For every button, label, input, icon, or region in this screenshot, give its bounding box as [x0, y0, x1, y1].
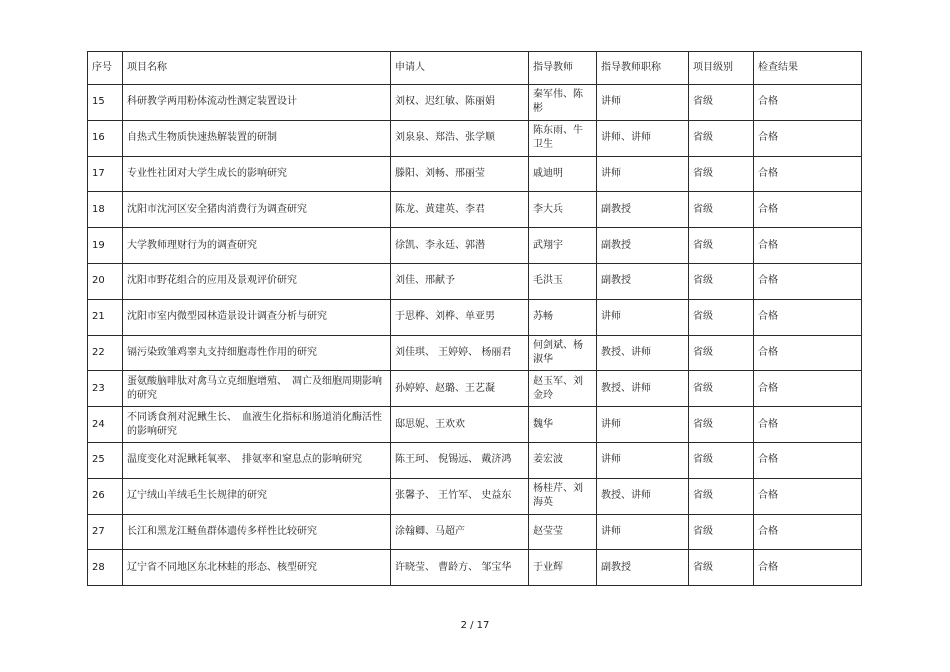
cell-project-name: 不同诱食剂对泥鳅生长、 血液生化指标和肠道消化酶活性的影响研究	[123, 407, 391, 443]
cell-serial: 22	[88, 335, 123, 371]
cell-project-name: 沈阳市室内微型园林造景设计调查分析与研究	[123, 299, 391, 335]
cell-advisor: 陈东雨、牛卫生	[529, 120, 597, 156]
cell-applicants: 徐凯、李永廷、郭潜	[391, 228, 529, 264]
cell-inspection-result: 合格	[754, 299, 862, 335]
header-project-name: 项目名称	[123, 52, 391, 85]
cell-project-level: 省级	[689, 192, 754, 228]
cell-applicants: 刘泉泉、郑浩、张学顺	[391, 120, 529, 156]
header-serial: 序号	[88, 52, 123, 85]
cell-project-name: 沈阳市野花组合的应用及景观评价研究	[123, 263, 391, 299]
table-row	[88, 550, 862, 586]
cell-advisor: 杨桂芹、刘海英	[529, 478, 597, 514]
cell-applicants: 刘权、迟红敏、陈丽娟	[391, 85, 529, 121]
cell-applicants: 孙婷婷、赵璐、王艺凝	[391, 371, 529, 407]
cell-serial: 19	[88, 228, 123, 264]
cell-applicants: 张馨予、 王竹军、 史益东	[391, 478, 529, 514]
table-row	[88, 263, 862, 299]
cell-serial: 20	[88, 263, 123, 299]
cell-advisor-title: 教授、讲师	[597, 335, 689, 371]
cell-advisor-title: 教授、讲师	[597, 371, 689, 407]
table-row	[88, 335, 862, 371]
cell-applicants: 许晓莹、 曹龄方、 邹宝华	[391, 550, 529, 586]
cell-advisor: 姜宏波	[529, 442, 597, 478]
table-row	[88, 85, 862, 121]
cell-advisor-title: 讲师	[597, 299, 689, 335]
cell-inspection-result: 合格	[754, 407, 862, 443]
cell-applicants: 陈王珂、 倪锡远、 戴济鸿	[391, 442, 529, 478]
cell-advisor: 李大兵	[529, 192, 597, 228]
cell-project-name: 沈阳市沈河区安全猪肉消费行为调查研究	[123, 192, 391, 228]
cell-inspection-result: 合格	[754, 550, 862, 586]
cell-project-level: 省级	[689, 263, 754, 299]
cell-serial: 23	[88, 371, 123, 407]
cell-serial: 26	[88, 478, 123, 514]
cell-serial: 15	[88, 85, 123, 121]
table-row	[88, 120, 862, 156]
cell-project-level: 省级	[689, 228, 754, 264]
cell-project-name: 镉污染致雏鸡睾丸支持细胞毒性作用的研究	[123, 335, 391, 371]
cell-serial: 28	[88, 550, 123, 586]
cell-inspection-result: 合格	[754, 335, 862, 371]
cell-serial: 18	[88, 192, 123, 228]
cell-applicants: 陈龙、黄建英、李君	[391, 192, 529, 228]
cell-advisor: 戚迪明	[529, 156, 597, 192]
cell-inspection-result: 合格	[754, 156, 862, 192]
table-row	[88, 299, 862, 335]
page-number: 2 / 17	[460, 620, 490, 631]
cell-advisor: 苏畅	[529, 299, 597, 335]
cell-advisor: 魏华	[529, 407, 597, 443]
cell-project-level: 省级	[689, 514, 754, 550]
cell-advisor-title: 副教授	[597, 192, 689, 228]
cell-applicants: 于思桦、刘桦、单亚男	[391, 299, 529, 335]
cell-serial: 24	[88, 407, 123, 443]
cell-advisor: 秦军伟、陈彬	[529, 85, 597, 121]
project-inspection-table	[87, 51, 862, 586]
cell-advisor-title: 副教授	[597, 263, 689, 299]
cell-advisor-title: 教授、讲师	[597, 478, 689, 514]
header-inspection-result: 检查结果	[754, 52, 862, 85]
cell-inspection-result: 合格	[754, 371, 862, 407]
table-row	[88, 407, 862, 443]
cell-applicants: 滕阳、刘畅、邢丽莹	[391, 156, 529, 192]
table-row	[88, 156, 862, 192]
cell-project-level: 省级	[689, 120, 754, 156]
cell-project-level: 省级	[689, 299, 754, 335]
cell-inspection-result: 合格	[754, 442, 862, 478]
cell-applicants: 邸思妮、王欢欢	[391, 407, 529, 443]
cell-advisor: 毛洪玉	[529, 263, 597, 299]
cell-serial: 25	[88, 442, 123, 478]
cell-inspection-result: 合格	[754, 228, 862, 264]
cell-inspection-result: 合格	[754, 85, 862, 121]
cell-advisor-title: 副教授	[597, 228, 689, 264]
cell-applicants: 刘佳、邢献予	[391, 263, 529, 299]
cell-inspection-result: 合格	[754, 192, 862, 228]
cell-project-level: 省级	[689, 478, 754, 514]
cell-inspection-result: 合格	[754, 478, 862, 514]
header-advisor: 指导教师	[529, 52, 597, 85]
cell-advisor: 于业辉	[529, 550, 597, 586]
cell-project-name: 长江和黑龙江鲢鱼群体遗传多样性比较研究	[123, 514, 391, 550]
cell-project-name: 科研教学两用粉体流动性测定装置设计	[123, 85, 391, 121]
table-row	[88, 228, 862, 264]
cell-inspection-result: 合格	[754, 263, 862, 299]
cell-advisor-title: 讲师	[597, 156, 689, 192]
cell-project-level: 省级	[689, 371, 754, 407]
cell-advisor-title: 讲师	[597, 407, 689, 443]
cell-advisor: 赵玉军、刘金玲	[529, 371, 597, 407]
cell-inspection-result: 合格	[754, 120, 862, 156]
table-row	[88, 371, 862, 407]
cell-advisor-title: 副教授	[597, 550, 689, 586]
header-project-level: 项目级别	[689, 52, 754, 85]
cell-advisor-title: 讲师	[597, 514, 689, 550]
cell-serial: 16	[88, 120, 123, 156]
cell-applicants: 涂翰卿、马超产	[391, 514, 529, 550]
table-header-row	[88, 52, 862, 85]
cell-advisor: 赵莹莹	[529, 514, 597, 550]
cell-project-name: 自热式生物质快速热解装置的研制	[123, 120, 391, 156]
cell-inspection-result: 合格	[754, 514, 862, 550]
cell-project-name: 辽宁绒山羊绒毛生长规律的研究	[123, 478, 391, 514]
cell-project-name: 专业性社团对大学生成长的影响研究	[123, 156, 391, 192]
cell-project-name: 蛋氨酸脑啡肽对禽马立克细胞增殖、 凋亡及细胞周期影响的研究	[123, 371, 391, 407]
table-row	[88, 478, 862, 514]
cell-project-level: 省级	[689, 156, 754, 192]
header-advisor-title: 指导教师职称	[597, 52, 689, 85]
table-row	[88, 442, 862, 478]
table-body	[88, 85, 862, 586]
cell-advisor-title: 讲师	[597, 442, 689, 478]
cell-advisor: 何剑斌、杨淑华	[529, 335, 597, 371]
cell-project-name: 大学教师理财行为的调查研究	[123, 228, 391, 264]
cell-project-level: 省级	[689, 85, 754, 121]
cell-project-level: 省级	[689, 407, 754, 443]
cell-project-level: 省级	[689, 550, 754, 586]
cell-serial: 17	[88, 156, 123, 192]
table-row	[88, 514, 862, 550]
cell-project-name: 温度变化对泥鳅耗氧率、 排氨率和窒息点的影响研究	[123, 442, 391, 478]
table-row	[88, 192, 862, 228]
cell-project-level: 省级	[689, 335, 754, 371]
cell-serial: 27	[88, 514, 123, 550]
cell-serial: 21	[88, 299, 123, 335]
cell-advisor-title: 讲师、讲师	[597, 120, 689, 156]
cell-applicants: 刘佳琪、 王婷婷、 杨丽君	[391, 335, 529, 371]
header-applicants: 申请人	[391, 52, 529, 85]
cell-project-name: 辽宁省不同地区东北林蛙的形态、核型研究	[123, 550, 391, 586]
cell-advisor-title: 讲师	[597, 85, 689, 121]
cell-project-level: 省级	[689, 442, 754, 478]
cell-advisor: 武翔宇	[529, 228, 597, 264]
